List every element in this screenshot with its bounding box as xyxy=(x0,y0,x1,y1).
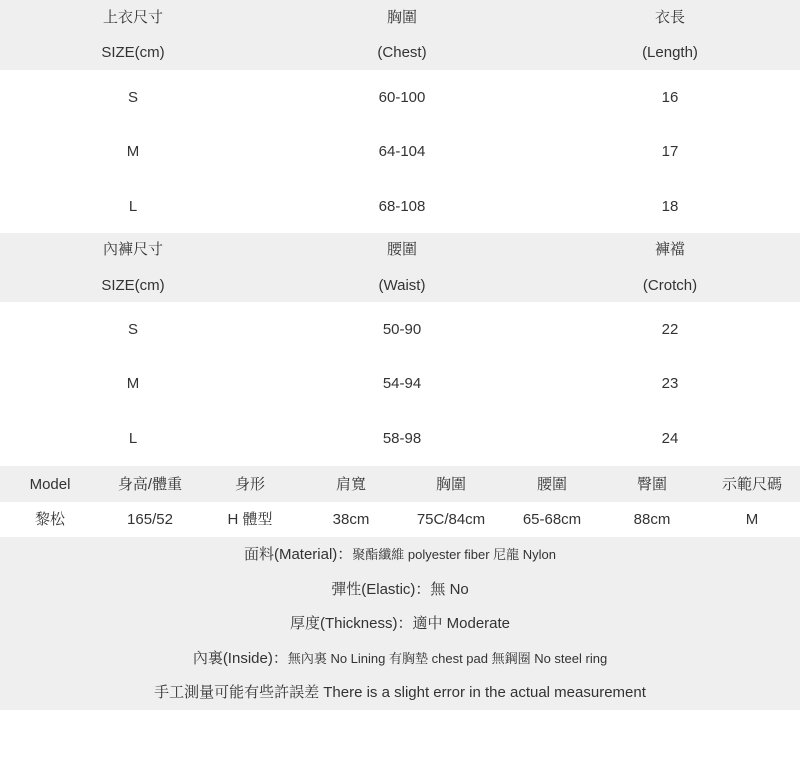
model-value-cell: 75C/84cm xyxy=(416,511,486,528)
table-cell: 50-90 xyxy=(382,321,422,338)
model-header-cell: 示範尺碼 xyxy=(721,476,783,493)
bottom-header-waist-cn: 腰圍 xyxy=(386,241,418,258)
table-cell: S xyxy=(127,89,139,106)
elastic-note xyxy=(0,580,800,600)
table-cell: 17 xyxy=(661,143,679,160)
inside-label: 內裏(Inside)： xyxy=(192,650,288,667)
bottom-header-crotch-cn: 褲襠 xyxy=(654,241,686,258)
table-cell: M xyxy=(126,375,140,392)
model-table-row xyxy=(0,502,800,537)
bottom-header-size-cn: 內褲尺寸 xyxy=(102,241,164,258)
table-cell: S xyxy=(127,321,139,338)
model-value-cell: 88cm xyxy=(633,511,671,528)
model-table-header xyxy=(0,466,800,502)
table-cell: 54-94 xyxy=(382,375,422,392)
model-value-cell: H 體型 xyxy=(227,511,273,528)
table-cell: 60-100 xyxy=(378,89,426,106)
inside-value: 無內裏 No Lining 有胸墊 chest pad 無鋼圈 No steel ring xyxy=(287,651,608,666)
material-value: 聚酯纖維 polyester fiber 尼龍 Nylon xyxy=(352,547,557,562)
top-header-chest-cn: 胸圍 xyxy=(386,9,418,26)
thickness-label: 厚度(Thickness)： xyxy=(289,615,413,632)
bottom-table-body xyxy=(0,302,800,466)
elastic-label: 彈性(Elastic)： xyxy=(331,581,431,598)
bottom-header-waist-en: (Waist) xyxy=(378,277,426,294)
table-cell: 16 xyxy=(661,89,679,106)
model-header-cell: Model xyxy=(29,476,71,493)
table-cell: 18 xyxy=(661,198,679,215)
material-label: 面料(Material)： xyxy=(243,546,353,563)
table-cell: 22 xyxy=(661,321,679,338)
model-header-cell: 胸圍 xyxy=(435,476,467,493)
thickness-note xyxy=(0,614,800,634)
table-cell: L xyxy=(128,430,138,447)
product-notes xyxy=(0,537,800,710)
table-cell: 23 xyxy=(661,375,679,392)
model-value-cell: M xyxy=(745,511,759,528)
top-header-length-en: (Length) xyxy=(642,44,698,61)
model-header-cell: 身高/體重 xyxy=(117,476,183,493)
measurement-error-note: 手工測量可能有些許誤差 There is a slight error in the actual measurement xyxy=(154,684,646,701)
bottom-header-size-en: SIZE(cm) xyxy=(101,277,165,294)
top-table-header xyxy=(0,0,800,70)
model-header-cell: 腰圍 xyxy=(536,476,568,493)
table-cell: 64-104 xyxy=(378,143,426,160)
bottom-table-header xyxy=(0,233,800,302)
model-value-cell: 65-68cm xyxy=(522,511,582,528)
top-header-size-cn: 上衣尺寸 xyxy=(102,9,164,26)
model-header-cell: 身形 xyxy=(234,476,266,493)
model-value-cell: 黎松 xyxy=(34,511,66,528)
table-cell: 68-108 xyxy=(378,198,426,215)
model-value-cell: 165/52 xyxy=(127,511,173,528)
top-header-chest-en: (Chest) xyxy=(377,44,427,61)
table-cell: 58-98 xyxy=(382,430,422,447)
elastic-value: 無 No xyxy=(430,581,469,598)
top-header-length-cn: 衣長 xyxy=(654,9,686,26)
inside-note xyxy=(0,649,800,669)
model-header-cell: 臀圍 xyxy=(636,476,668,493)
top-header-size-en: SIZE(cm) xyxy=(101,44,165,61)
top-table-body xyxy=(0,70,800,233)
thickness-value: 適中 Moderate xyxy=(412,615,511,632)
model-value-cell: 38cm xyxy=(332,511,370,528)
table-cell: 24 xyxy=(661,430,679,447)
table-cell: M xyxy=(126,143,140,160)
bottom-header-crotch-en: (Crotch) xyxy=(642,277,698,294)
model-header-cell: 肩寬 xyxy=(335,476,367,493)
material-note xyxy=(0,545,800,565)
table-cell: L xyxy=(128,198,138,215)
